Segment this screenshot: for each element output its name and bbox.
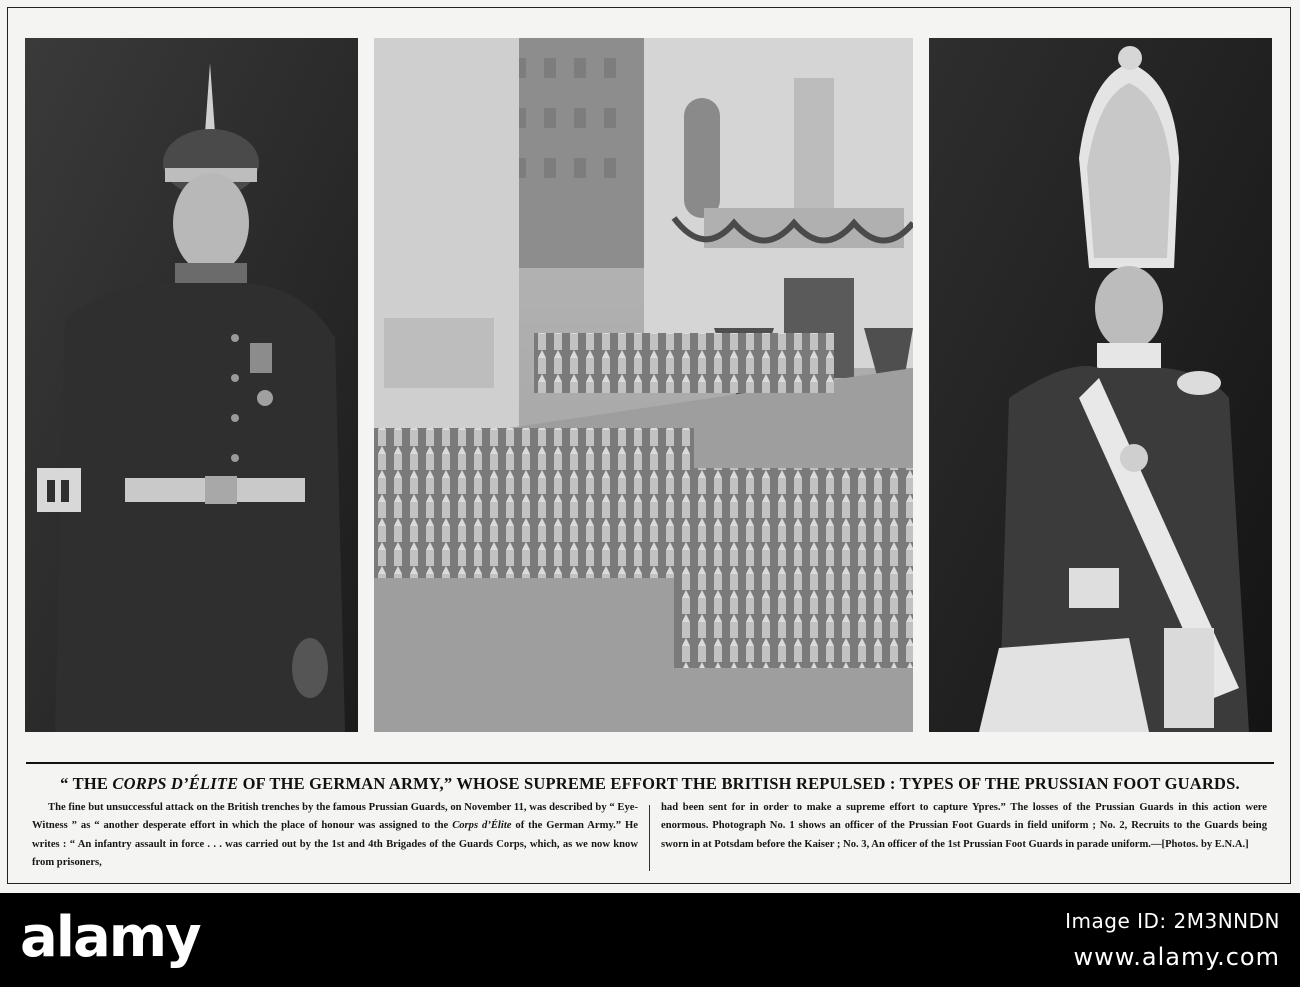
headline-suffix: OF THE GERMAN ARMY,” WHOSE SUPREME EFFORT THE BRITISH REPULSED : TYPES OF THE PRUSSIAN FOOT GUARDS. [238,774,1240,793]
watermark-logo: alamy [20,905,200,970]
stock-watermark-bar [0,893,1300,987]
caption [32,799,1268,873]
officer-field-uniform-image [25,38,358,732]
divider-top [26,762,1274,764]
recruits-sworn-in-image [374,38,913,732]
headline-italic: CORPS D’ÉLITE [112,774,239,793]
watermark-url: www.alamy.com [1073,943,1280,971]
photo-officer-field-uniform [25,38,358,732]
photo-officer-parade-uniform [929,38,1272,732]
caption-left-text-2: of the German Army.” He writes : “ An infantry assault in force . . . was carried out by the 1st and 4th Brigades of the Guards Corps, which, as we now know from prisoners, [32,820,638,869]
photo-recruits-sworn-in [374,38,913,732]
caption-left-column [32,799,638,873]
headline-prefix: “ THE [60,774,113,793]
column-rule [649,805,650,871]
headline [0,774,1300,794]
caption-right-column [661,799,1267,873]
caption-right-text: had been sent for in order to make a supreme effort to capture Ypres.” The losses of the Prussian Guards in this action were enormous. Photograph No. 1 shows an officer of the Prussian Foot Guards in field uniform ; No. 2, Recruits to the Guards being sworn in at Potsdam before the Kaiser ; No. 3, An officer of the 1st Prussian Foot Guards in parade uniform.—[Photos. by E.N.A.] [661,802,1267,850]
caption-left-italic: Corps d’Élite [452,820,512,832]
watermark-image-id: Image ID: 2M3NNDN [1065,909,1280,933]
caption-left-text-1: The fine but unsuccessful attack on the British trenches by the famous Prussian Guards, on November 11, was described by “ Eye-Witness ” as “ another desperate effort in which the place of honour was assigned to the [32,802,638,832]
officer-parade-uniform-image [929,38,1272,732]
